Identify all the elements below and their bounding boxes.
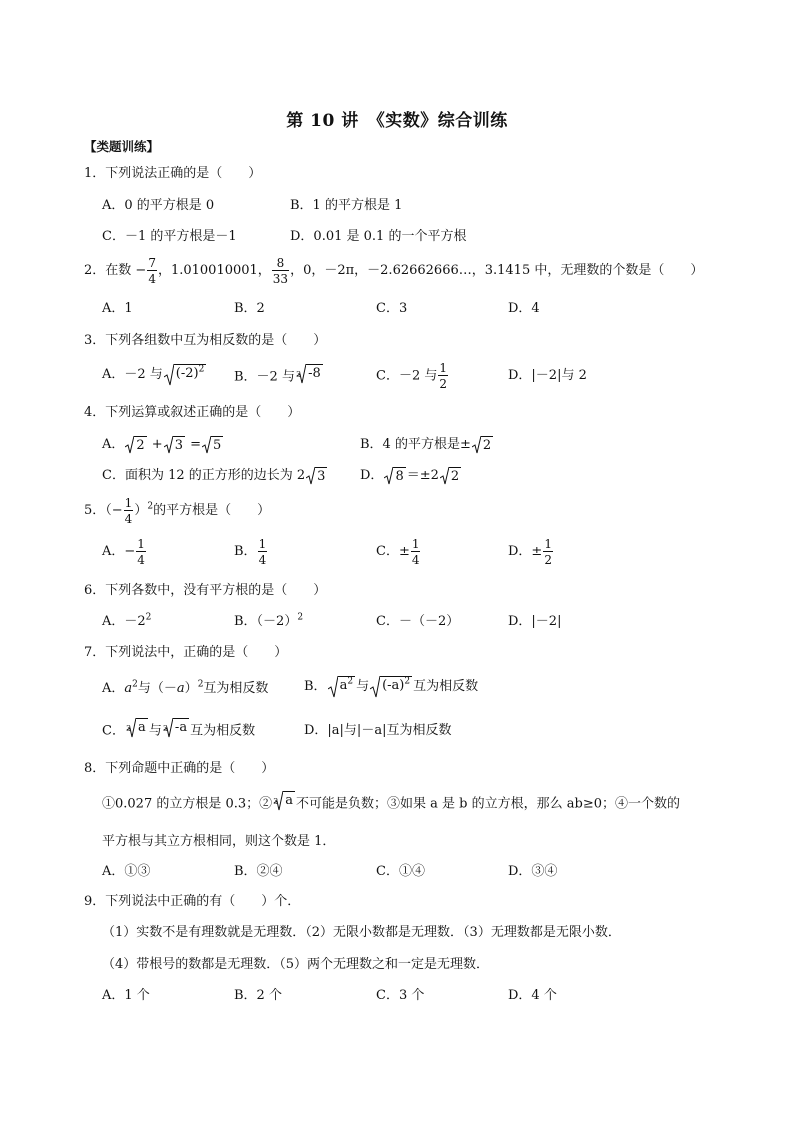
q9-option-d: D．4 个 — [508, 988, 557, 1003]
question-5-stem: 5．（− $\frac{1}{4}$ ）$^2$的平方根是（ ） — [84, 495, 271, 526]
section-heading: 【类题训练】 — [84, 139, 160, 154]
q6-option-b: B．$(-2)^2$ — [234, 612, 304, 629]
q8-option-c: C．①④ — [376, 864, 425, 879]
sqrt-symbol: 5 — [202, 436, 223, 454]
question-9-stem: 9．下列说法中正确的有（ ）个． — [84, 894, 301, 909]
sqrt-symbol: $(-a)^2$ — [370, 676, 412, 698]
cube-root-symbol: 3 -8 — [296, 364, 323, 390]
q6-option-c: C．－（－2） — [376, 614, 460, 629]
sqrt-symbol: 8 — [384, 467, 405, 485]
cube-root-symbol: 3 a — [126, 718, 148, 744]
q4-option-b: B．4 的平方根是± 2 — [360, 437, 492, 453]
q9-statement-line-1: （1）实数不是有理数就是无理数．（2）无限小数都是无理数．（3）无理数都是无限小数． — [102, 925, 621, 940]
q9-option-a: A．1 个 — [102, 988, 150, 1003]
q3-option-a: A．－2 与 $(-2)^2$ — [102, 362, 207, 388]
q2-option-b: B．2 — [234, 301, 265, 316]
sqrt-symbol: $a^2$ — [328, 676, 356, 698]
cube-root-symbol: 3 -a — [163, 718, 189, 744]
sqrt-symbol: 3 — [164, 436, 185, 454]
q8-option-d: D．③④ — [508, 864, 558, 879]
q4-option-c: C．面积为 12 的正方形的边长为 2 3 — [102, 468, 326, 484]
sqrt-symbol: 2 — [472, 436, 493, 454]
sqrt-symbol: $(-2)^2$ — [164, 364, 207, 386]
q3-option-c: C．－2 与 $\frac{1}{2}$ — [376, 361, 447, 391]
q4-option-d: D． 8 ＝±2 2 — [360, 468, 460, 484]
q9-statement-line-2: （4）带根号的数都是无理数．（5）两个无理数之和一定是无理数． — [102, 957, 490, 972]
q5-option-d: D．± $\frac{1}{2}$ — [508, 536, 552, 567]
page-title: 第 10 讲 《实数》综合训练 — [286, 111, 508, 131]
q7-option-d: D．|a|与|－a|互为相反数 — [304, 723, 452, 738]
q4-option-a: A． 2 + 3 = 5 — [102, 437, 222, 453]
fraction-eight-thirtythirds: $\frac{8}{33}$ — [272, 255, 289, 286]
fraction-seven-fourths: $\frac{7}{4}$ — [148, 255, 156, 286]
question-4-stem: 4．下列运算或叙述正确的是（ ） — [84, 405, 301, 420]
question-2-stem: 2．在数 − $\frac{7}{4}$ ，1.010010001， $\frac{8}{33}$ ，0，－2π，－2.62662666…，3.1415 中，无理数的个数是（ ） — [84, 255, 704, 286]
q9-option-b: B．2 个 — [234, 988, 282, 1003]
q2-option-d: D．4 — [508, 301, 540, 316]
question-1-stem: 1．下列说法正确的是（ ） — [84, 166, 262, 181]
question-8-stem: 8．下列命题中正确的是（ ） — [84, 761, 275, 776]
q3-option-d: D．|－2|与 2 — [508, 368, 587, 383]
q6-option-d: D．|－2| — [508, 614, 562, 629]
q7-option-b: B． $a^2$ 与 $(-a)^2$ 互为相反数 — [304, 674, 478, 700]
q2-option-c: C．3 — [376, 301, 408, 316]
q8-line-1: ①0.027 的立方根是 0.3；② 3 a 不可能是负数；③如果 a 是 b 的立方根，那么 ab≥0；④一个数的 — [102, 791, 680, 818]
q5-option-c: C．± $\frac{1}{4}$ — [376, 536, 420, 567]
q9-option-c: C．3 个 — [376, 988, 425, 1003]
q5-option-a: A．− $\frac{1}{4}$ — [102, 536, 145, 567]
q1-option-a: A．0 的平方根是 0 — [102, 198, 215, 213]
q8-option-a: A．①③ — [102, 864, 151, 879]
sqrt-symbol: 2 — [440, 467, 461, 485]
q1-option-c: C．－1 的平方根是－1 — [102, 229, 237, 244]
q1-option-b: B．1 的平方根是 1 — [290, 198, 403, 213]
q7-option-c: C． 3 a 与 3 -a 互为相反数 — [102, 718, 255, 745]
q2-option-a: A．1 — [102, 301, 133, 316]
q3-option-b: B．－2 与 3 -8 — [234, 364, 324, 391]
cube-root-symbol: 3 a — [273, 791, 295, 817]
question-7-stem: 7．下列说法中，正确的是（ ） — [84, 645, 288, 660]
sqrt-symbol: 3 — [306, 467, 327, 485]
q5-option-b: B． $\frac{1}{4}$ — [234, 536, 267, 567]
q6-option-a: A．$-2^2$ — [102, 612, 152, 629]
q1-option-d: D．0.01 是 0.1 的一个平方根 — [290, 229, 467, 244]
question-3-stem: 3．下列各组数中互为相反数的是（ ） — [84, 333, 327, 348]
q7-option-a: A．$a^2$与$(-a)^2$互为相反数 — [102, 679, 269, 696]
q8-line-2: 平方根与其立方根相同，则这个数是 1． — [102, 834, 336, 849]
q8-option-b: B．②④ — [234, 864, 283, 879]
sqrt-symbol: 2 — [125, 436, 146, 454]
question-6-stem: 6．下列各数中，没有平方根的是（ ） — [84, 583, 327, 598]
